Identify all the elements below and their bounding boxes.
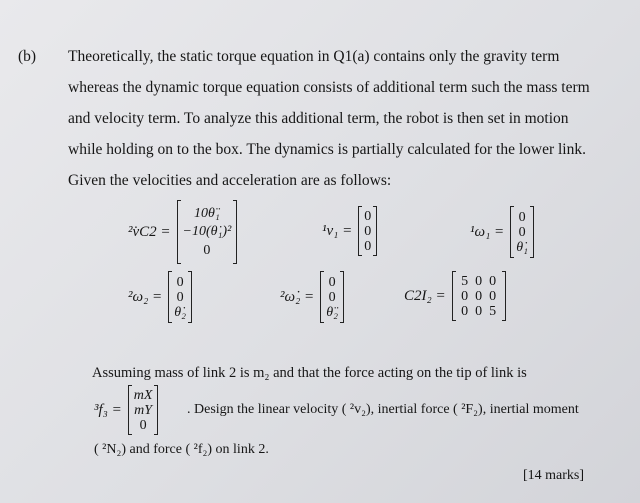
matrix-entry: 0: [364, 223, 372, 239]
matrix-entry: 0: [139, 417, 147, 433]
matrix-entry: 0: [475, 273, 483, 289]
equation-w1: [470, 206, 534, 258]
matrix-entry: 0: [364, 238, 372, 254]
matrix-entry: 10θ̈₁: [194, 206, 220, 221]
equation-lhs: ¹ω₁ =: [470, 223, 505, 240]
equation-lhs: C2I₂ =: [404, 287, 446, 304]
matrix-entry: mY: [134, 402, 153, 418]
paragraph-line-3: and velocity term. To analyze this additional term, the robot is then set in motion: [68, 110, 569, 127]
equation-lhs: ¹v₁ =: [322, 222, 353, 239]
equation-v1: [322, 206, 377, 256]
matrix-entry: 0: [328, 274, 336, 290]
matrix-entry: θ̇₁: [516, 239, 528, 255]
equation-w2: [128, 271, 192, 323]
part-label: (b): [18, 48, 37, 65]
matrix-entry: 0: [518, 209, 526, 225]
equation-lhs: ²ω₂ =: [128, 288, 163, 305]
matrix-entry: 0: [518, 224, 526, 240]
equation-inertia: [404, 271, 506, 321]
matrix-entry: 5: [461, 273, 469, 289]
paragraph-line-4: while holding on to the box. The dynamics is partially calculated for the lower link.: [68, 141, 586, 158]
paragraph-line-1: Theoretically, the static torque equation in Q1(a) contains only the gravity term: [68, 48, 560, 65]
equation-w2-dot: [280, 271, 344, 323]
matrix-entry: θ̈₂: [326, 304, 338, 320]
assumption-line: Assuming mass of link 2 is m₂ and that the force acting on the tip of link is: [92, 365, 527, 381]
matrix-entry: 0: [203, 243, 211, 258]
last-line: ( ²N₂) and force ( ²f₂) on link 2.: [94, 442, 269, 457]
equation-f3: [94, 385, 158, 435]
matrix-entry: 0: [461, 288, 469, 304]
matrix-entry: 0: [475, 288, 483, 304]
matrix-entry: 0: [364, 208, 372, 224]
matrix-entry: θ̇₂: [174, 304, 186, 320]
equation-lhs: ³f₃ =: [94, 401, 122, 418]
matrix-entry: 0: [176, 274, 184, 290]
marks-label: [14 marks]: [523, 468, 585, 483]
matrix-entry: mX: [133, 387, 153, 403]
matrix-entry: 0: [489, 273, 497, 289]
equation-vc2-dot: [128, 200, 237, 264]
matrix-entry: 0: [176, 289, 184, 305]
matrix-entry: 0: [328, 289, 336, 305]
design-text: . Design the linear velocity ( ²v₂), inertial force ( ²F₂), inertial moment: [187, 402, 579, 417]
equation-lhs: ²v̇C2 =: [128, 223, 171, 240]
matrix-entry: 0: [489, 288, 497, 304]
paragraph-line-2: whereas the dynamic torque equation consists of additional term such the mass term: [68, 79, 590, 96]
matrix-entry: −10(θ̇₁)²: [182, 224, 232, 239]
matrix-entry: 0: [475, 303, 483, 319]
matrix-entry: 0: [461, 303, 469, 319]
paragraph-line-5: Given the velocities and acceleration are as follows:: [68, 172, 392, 189]
matrix-entry: 5: [489, 303, 497, 319]
equation-lhs: ²ω̇₂ =: [280, 288, 315, 305]
